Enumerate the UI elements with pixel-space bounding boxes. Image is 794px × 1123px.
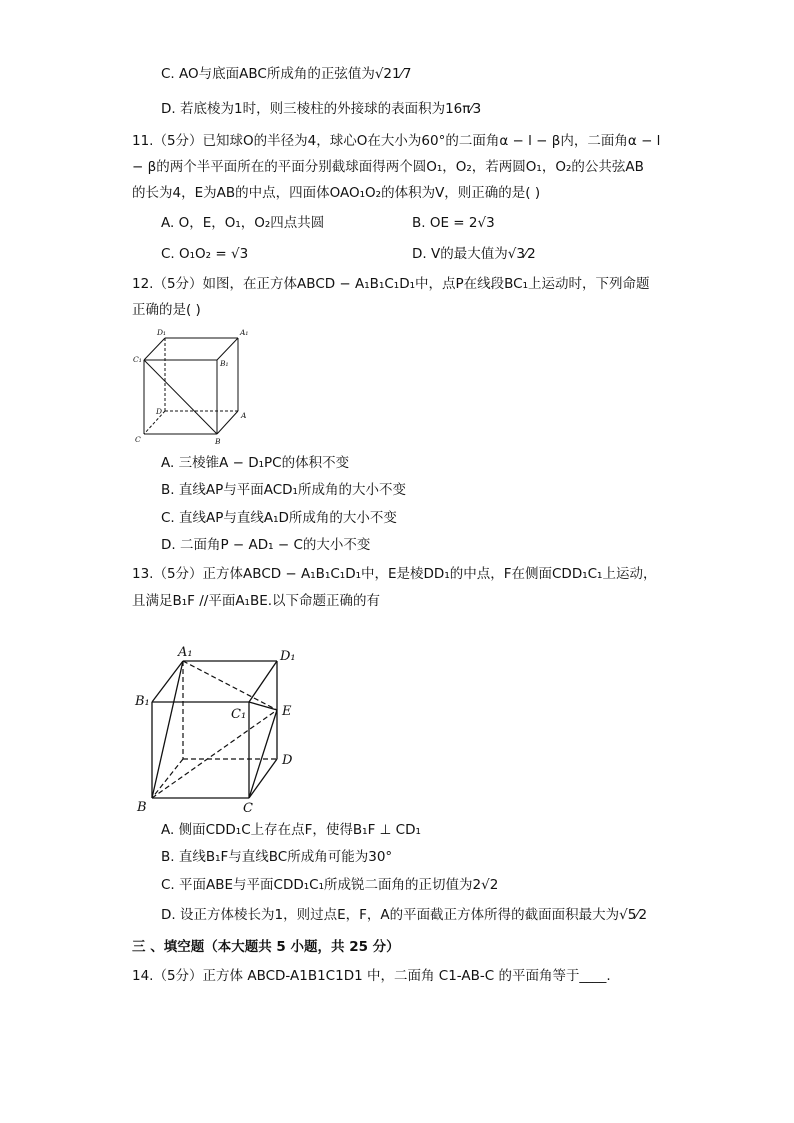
q13-stem-line1: 13.（5分）正方体ABCD − A₁B₁C₁D₁中，E是棱DD₁的中点，F在侧面CDD₁C₁上运动， <box>132 566 657 582</box>
q12-label-d: D <box>156 407 163 416</box>
q11-stem-line3: 的长为4，E为AB的中点，四面体OAO₁O₂的体积为V，则正确的是( ) <box>132 185 541 201</box>
q11-stem-line2: − β的两个半平面所在的平面分别截球面得两个圆O₁，O₂，若两圆O₁，O₂的公共弦AB <box>132 159 644 175</box>
q13-stem-line2: 且满足B₁F //平面A₁BE.以下命题正确的有 <box>132 593 381 609</box>
q11-option-b: B. OE = 2√3 <box>412 215 495 231</box>
q13-label-b1: B₁ <box>135 694 150 709</box>
q13-label-a1: A₁ <box>178 645 193 660</box>
q12-label-c: C <box>135 435 141 444</box>
q11-option-a: A. O，E，O₁，O₂四点共圆 <box>161 215 325 231</box>
q12-label-b1: B₁ <box>220 359 229 368</box>
q13-label-e: E <box>282 704 292 719</box>
q12-stem-line2: 正确的是( ) <box>132 302 201 318</box>
q10-option-d: D. 若底棱为1时，则三棱柱的外接球的表面积为16π⁄3 <box>161 101 482 117</box>
q12-cube-figure <box>128 326 258 448</box>
q12-label-a: A <box>241 411 247 420</box>
q12-stem-line1: 12.（5分）如图，在正方体ABCD − A₁B₁C₁D₁中，点P在线段BC₁上运动时，下列命题 <box>132 276 650 292</box>
q11-option-d: D. V的最大值为√3⁄2 <box>412 246 536 262</box>
q13-label-b: B <box>137 800 147 815</box>
q12-option-b: B. 直线AP与平面ACD₁所成角的大小不变 <box>161 482 406 498</box>
section-3-heading: 三 、填空题（本大题共 5 小题，共 25 分） <box>132 939 400 955</box>
q14-stem: 14.（5分）正方体 ABCD-A1B1C1D1 中，二面角 C1-AB-C 的平面角等于____. <box>132 968 611 984</box>
q12-option-a: A. 三棱锥A − D₁PC的体积不变 <box>161 455 350 471</box>
q12-option-d: D. 二面角P − AD₁ − C的大小不变 <box>161 537 371 553</box>
q13-option-b: B. 直线B₁F与直线BC所成角可能为30° <box>161 849 393 865</box>
q11-stem-line1: 11.（5分）已知球O的半径为4，球心O在大小为60°的二面角α − l − β内，二面角α − l <box>132 133 661 149</box>
q12-label-c1: C₁ <box>133 355 142 364</box>
q12-label-d1: D₁ <box>157 328 167 337</box>
q13-label-d1: D₁ <box>280 649 296 664</box>
q13-label-c: C <box>243 801 253 815</box>
q11-option-c: C. O₁O₂ = √3 <box>161 246 249 262</box>
q13-label-c1: C₁ <box>231 707 247 722</box>
q12-label-a1: A₁ <box>240 328 249 337</box>
q13-label-d: D <box>282 753 293 768</box>
q10-option-c: C. AO与底面ABC所成角的正弦值为√21⁄7 <box>161 66 412 82</box>
q13-option-a: A. 侧面CDD₁C上存在点F，使得B₁F ⊥ CD₁ <box>161 822 421 838</box>
q13-option-c: C. 平面ABE与平面CDD₁C₁所成锐二面角的正切值为2√2 <box>161 877 499 893</box>
q12-label-b: B <box>215 437 221 446</box>
q12-option-c: C. 直线AP与直线A₁D所成角的大小不变 <box>161 510 397 526</box>
q13-cube-figure <box>130 640 305 815</box>
q13-option-d: D. 设正方体棱长为1，则过点E，F，A的平面截正方体所得的截面面积最大为√5⁄2 <box>161 907 648 923</box>
